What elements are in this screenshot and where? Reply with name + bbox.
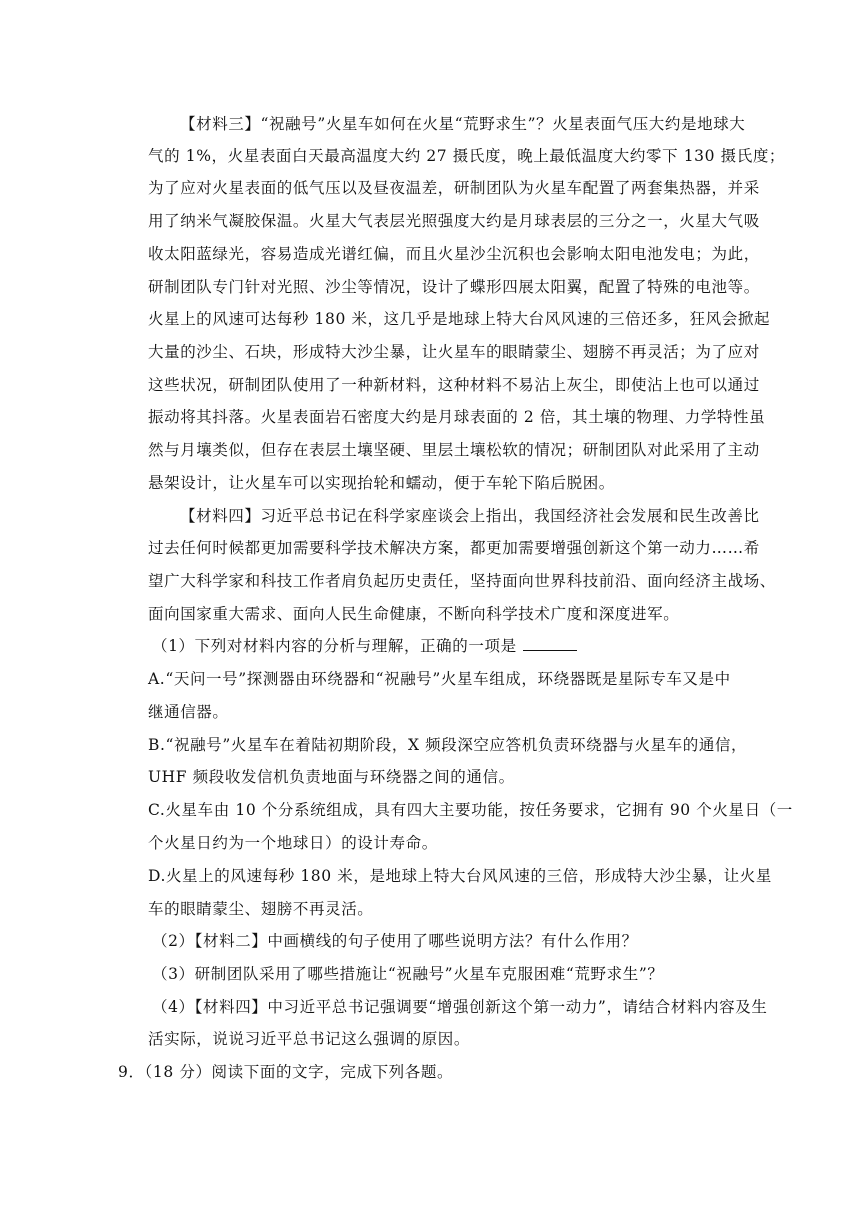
question-1-text: （1）下列对材料内容的分析与理解，正确的一项是 [152,637,517,655]
question-1 [152,635,742,657]
material3-line: 悬架设计，让火星车可以实现抬轮和蠕动，便于车轮下陷后脱困。 [148,474,615,492]
material3-line: 火星上的风速可达每秒 180 米，这几乎是地球上特大台风风速的三倍还多，狂风会掀起 [148,310,771,328]
option-c: 个火星日约为一个地球日）的设计寿命。 [148,834,438,852]
material4-line: 【材料四】习近平总书记在科学家座谈会上指出，我国经济社会发展和民生改善比 [180,507,760,525]
option-a: 继通信器。 [148,703,229,721]
option-d: D.火星上的风速每秒 180 米，是地球上特大台风风速的三倍，形成特大沙尘暴，让火星 [148,867,772,885]
material4-line: 望广大科学家和科技工作者肩负起历史责任，坚持面向世界科技前沿、面向经济主战场、 [148,572,776,590]
material3-line: 【材料三】“祝融号”火星车如何在火星“荒野求生”？火星表面气压大约是地球大 [180,115,746,133]
question-4: （4）【材料四】中习近平总书记强调要“增强创新这个第一动力”，请结合材料内容及生 [152,998,768,1016]
material3-line: 为了应对火星表面的低气压以及昼夜温差，研制团队为火星车配置了两套集热器，并采 [148,179,760,197]
option-a: A.“天问一号”探测器由环绕器和“祝融号”火星车组成，环绕器既是星际专车又是中 [148,670,731,688]
material4-line: 过去任何时候都更加需要科学技术解决方案，都更加需要增强创新这个第一动力……希 [148,539,760,557]
material3-line: 研制团队专门针对光照、沙尘等情况，设计了蝶形四展太阳翼，配置了特殊的电池等。 [148,278,760,296]
question-9: 9．（18 分）阅读下面的文字，完成下列各题。 [118,1063,454,1081]
question-3: （3）研制团队采用了哪些措施让“祝融号”火星车克服困难“荒野求生”？ [152,965,664,983]
material4-line: 面向国家重大需求、面向人民生命健康，不断向科学技术广度和深度进军。 [148,605,680,623]
material3-line: 大量的沙尘、石块，形成特大沙尘暴，让火星车的眼睛蒙尘、翅膀不再灵活；为了应对 [148,343,760,361]
material3-line: 用了纳米气凝胶保温。火星大气表层光照强度大约是月球表层的三分之一，火星大气吸 [148,212,760,230]
answer-blank [523,636,577,651]
material3-line: 这些状况，研制团队使用了一种新材料，这种材料不易沾上灰尘，即使沾上也可以通过 [148,376,760,394]
question-2: （2）【材料二】中画横线的句子使用了哪些说明方法？有什么作用？ [152,932,638,950]
material3-line: 然与月壤类似，但存在表层土壤坚硬、里层土壤松软的情况；研制团队对此采用了主动 [148,441,760,459]
option-b: UHF 频段收发信机负责地面与环绕器之间的通信。 [148,768,515,786]
material3-line: 振动将其抖落。火星表面岩石密度大约是月球表面的 2 倍，其土壤的物理、力学特性虽 [148,408,766,426]
material3-line: 收太阳蓝绿光，容易造成光谱红偏，而且火星沙尘沉积也会影响太阳电池发电；为此， [148,245,760,263]
option-c: C.火星车由 10 个分系统组成，具有四大主要功能，按任务要求，它拥有 90 个火星日（一 [148,801,793,819]
option-d: 车的眼睛蒙尘、翅膀不再灵活。 [148,900,374,918]
material3-line: 气的 1%，火星表面白天最高温度大约 27 摄氏度，晚上最低温度大约零下 130 摄氏度； [148,147,786,165]
question-4: 活实际，说说习近平总书记这么强调的原因。 [148,1030,471,1048]
option-b: B.“祝融号”火星车在着陆初期阶段，X 频段深空应答机负责环绕器与火星车的通信， [148,736,748,754]
